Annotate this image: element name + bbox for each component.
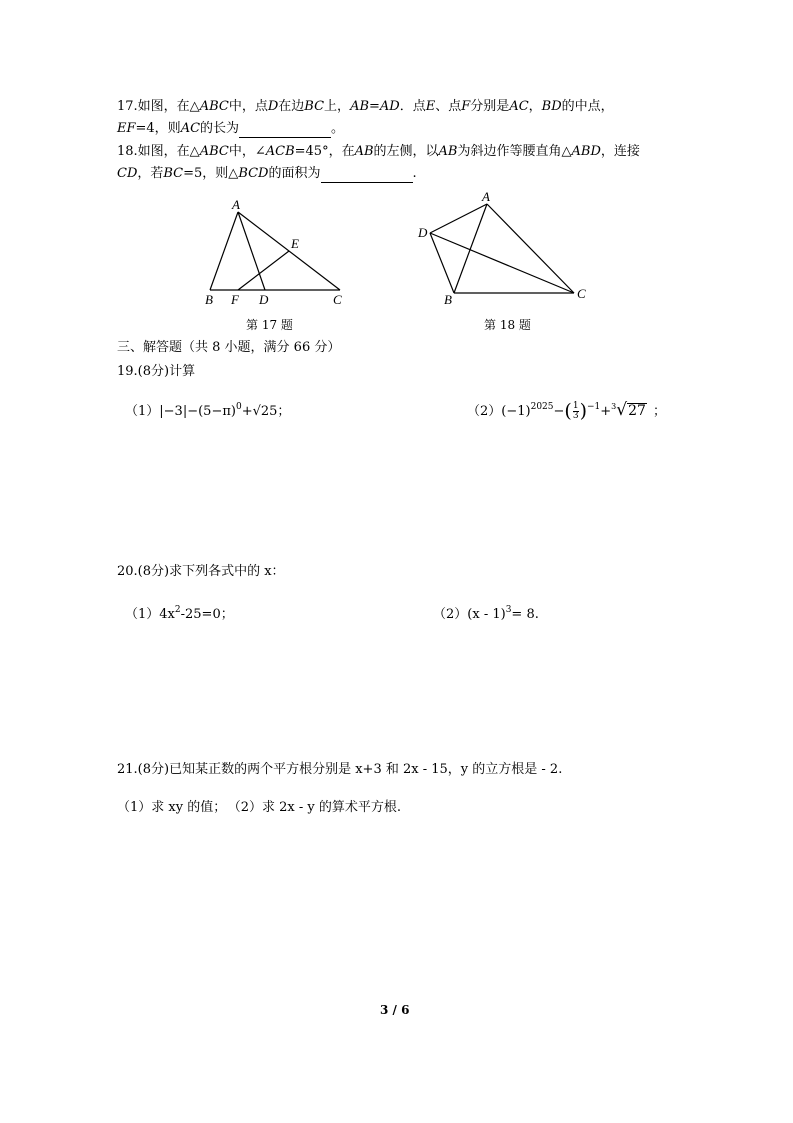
q19-part2: $(2)(-1)^{2025}-$( $\frac{1}{3}$ )$^{-1}$+$^3$√27 ； bbox=[467, 400, 666, 422]
q19-fraction: $\frac{1}{3}$ bbox=[572, 401, 579, 421]
fig17-label-d: D bbox=[259, 292, 269, 307]
fig18-caption: 第 18 题 bbox=[484, 318, 531, 332]
answer-blank-18[interactable] bbox=[321, 168, 413, 183]
fig17-segment-ab bbox=[210, 212, 238, 290]
fig17-label-b: B bbox=[205, 292, 213, 307]
fig18-segment-ac bbox=[487, 204, 574, 293]
section-heading: 三、解答题（共 8 小题，满分 66 分） bbox=[117, 340, 341, 355]
fig17-label-f: F bbox=[231, 292, 239, 307]
q17-line1: 17.如图，在△ABC中，点D在边BC上，AB=AD．点E、点F分别是AC，BD的中点， bbox=[117, 99, 614, 114]
fig17-label-e: E bbox=[291, 236, 299, 251]
q18-line2: CD，若BC=5，则△BCD的面积为 . bbox=[117, 166, 417, 181]
fig18-segment-ab bbox=[454, 204, 487, 293]
fig18-label-b: B bbox=[444, 292, 452, 307]
fig17-caption: 第 17 题 bbox=[246, 318, 293, 332]
figure-18 bbox=[412, 186, 592, 311]
fig18-label-d: D bbox=[418, 225, 428, 240]
figure-17 bbox=[195, 192, 360, 312]
fig18-label-a: A bbox=[482, 189, 490, 204]
fig18-segment-dc bbox=[430, 233, 574, 293]
q18-line1: 18.如图，在△ABC中，∠ACB=45°，在AB的左侧，以AB为斜边作等腰直角△ABD，连接 bbox=[117, 144, 640, 159]
fig18-label-c: C bbox=[577, 286, 586, 301]
answer-blank-17[interactable] bbox=[239, 123, 331, 138]
radical-sign: √ bbox=[616, 400, 628, 420]
q21-title: 21.(8分)已知某正数的两个平方根分别是 x+3 和 2x - 15，y 的立方根是 - 2. bbox=[117, 762, 563, 777]
q19-title: 19.(8分)计算 bbox=[117, 364, 196, 379]
q20-part2: （2）(x - 1)$^3$= 8. bbox=[433, 605, 539, 622]
q20-title: 20.(8分)求下列各式中的 x： bbox=[117, 564, 285, 579]
q19-part1: $(1)|-3|-(5-\pi)^0+√25$； bbox=[125, 402, 291, 419]
fig17-segment-ad bbox=[238, 212, 265, 290]
q17-line2: EF=4，则AC的长为 。 bbox=[117, 121, 345, 136]
q21-parts: （1）求 xy 的值； （2）求 2x - y 的算术平方根. bbox=[117, 800, 401, 815]
fig17-label-c: C bbox=[333, 292, 342, 307]
page-number: 3 / 6 bbox=[380, 1003, 410, 1017]
fig17-label-a: A bbox=[232, 197, 240, 212]
q20-part1: $(1)4x^2-25=0$； bbox=[125, 605, 234, 622]
